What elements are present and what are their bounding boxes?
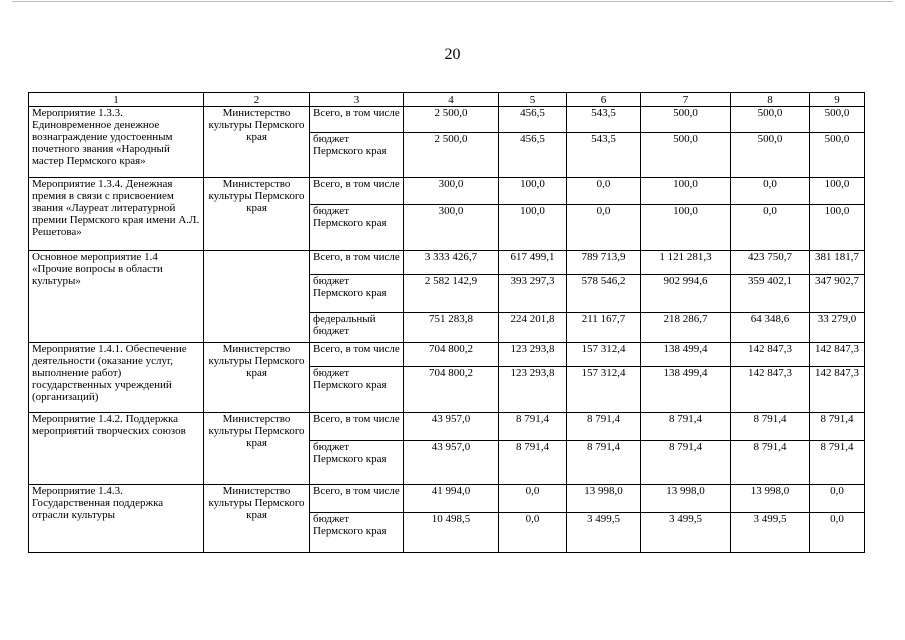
amount-cell: 138 499,4 [641, 343, 731, 367]
amount-cell: 10 498,5 [404, 513, 499, 553]
funding-source-label: бюджет Пермского края [310, 367, 404, 413]
amount-cell: 751 283,8 [404, 313, 499, 343]
funding-source-label: бюджет Пермского края [310, 513, 404, 553]
amount-cell: 100,0 [499, 178, 567, 205]
amount-cell: 456,5 [499, 133, 567, 178]
amount-cell: 33 279,0 [810, 313, 865, 343]
funding-source-label: Всего, в том числе [310, 343, 404, 367]
amount-cell: 1 121 281,3 [641, 251, 731, 275]
amount-cell: 13 998,0 [731, 485, 810, 513]
executor-cell [204, 251, 310, 343]
amount-cell: 13 998,0 [567, 485, 641, 513]
amount-cell: 123 293,8 [499, 367, 567, 413]
amount-cell: 8 791,4 [641, 441, 731, 485]
funding-source-label: Всего, в том числе [310, 413, 404, 441]
executor-cell: Министерство культуры Пермского края [204, 485, 310, 553]
funding-source-label: Всего, в том числе [310, 251, 404, 275]
amount-cell: 100,0 [810, 178, 865, 205]
amount-cell: 41 994,0 [404, 485, 499, 513]
amount-cell: 500,0 [810, 133, 865, 178]
measure-name: Основное мероприятие 1.4 «Прочие вопросы в области культуры» [29, 251, 204, 343]
page-number: 20 [444, 46, 461, 63]
funding-source-label: Всего, в том числе [310, 178, 404, 205]
amount-cell: 543,5 [567, 107, 641, 133]
amount-cell: 0,0 [567, 205, 641, 251]
amount-cell: 500,0 [731, 107, 810, 133]
column-header: 1 [29, 93, 204, 107]
amount-cell: 138 499,4 [641, 367, 731, 413]
amount-cell: 142 847,3 [810, 367, 865, 413]
amount-cell: 224 201,8 [499, 313, 567, 343]
amount-cell: 456,5 [499, 107, 567, 133]
amount-cell: 2 500,0 [404, 133, 499, 178]
funding-source-label: бюджет Пермского края [310, 133, 404, 178]
amount-cell: 500,0 [810, 107, 865, 133]
amount-cell: 3 333 426,7 [404, 251, 499, 275]
amount-cell: 347 902,7 [810, 275, 865, 313]
amount-cell: 8 791,4 [641, 413, 731, 441]
table-row [29, 107, 865, 133]
amount-cell: 300,0 [404, 205, 499, 251]
amount-cell: 142 847,3 [731, 367, 810, 413]
amount-cell: 3 499,5 [731, 513, 810, 553]
amount-cell: 578 546,2 [567, 275, 641, 313]
amount-cell: 8 791,4 [810, 441, 865, 485]
executor-cell: Министерство культуры Пермского края [204, 178, 310, 251]
executor-cell: Министерство культуры Пермского края [204, 413, 310, 485]
funding-source-label: бюджет Пермского края [310, 205, 404, 251]
funding-source-label: бюджет Пермского края [310, 275, 404, 313]
amount-cell: 218 286,7 [641, 313, 731, 343]
amount-cell: 8 791,4 [499, 441, 567, 485]
amount-cell: 8 791,4 [499, 413, 567, 441]
amount-cell: 8 791,4 [731, 413, 810, 441]
column-header: 9 [810, 93, 865, 107]
amount-cell: 123 293,8 [499, 343, 567, 367]
amount-cell: 100,0 [641, 205, 731, 251]
table-row [29, 251, 865, 275]
amount-cell: 423 750,7 [731, 251, 810, 275]
amount-cell: 43 957,0 [404, 441, 499, 485]
column-header: 2 [204, 93, 310, 107]
column-header: 6 [567, 93, 641, 107]
amount-cell: 500,0 [731, 133, 810, 178]
amount-cell: 8 791,4 [567, 441, 641, 485]
table-row [29, 485, 865, 513]
amount-cell: 0,0 [567, 178, 641, 205]
amount-cell: 393 297,3 [499, 275, 567, 313]
amount-cell: 3 499,5 [641, 513, 731, 553]
amount-cell: 902 994,6 [641, 275, 731, 313]
amount-cell: 8 791,4 [731, 441, 810, 485]
amount-cell: 157 312,4 [567, 367, 641, 413]
funding-source-label: бюджет Пермского края [310, 441, 404, 485]
measure-name: Мероприятие 1.4.1. Обеспечение деятельности (оказание услуг, выполнение работ) государственных учреждений (организаций) [29, 343, 204, 413]
amount-cell: 359 402,1 [731, 275, 810, 313]
budget-table [28, 92, 865, 553]
funding-source-label: Всего, в том числе [310, 485, 404, 513]
amount-cell: 43 957,0 [404, 413, 499, 441]
amount-cell: 100,0 [810, 205, 865, 251]
amount-cell: 0,0 [810, 485, 865, 513]
measure-name: Мероприятие 1.3.4. Денежная премия в связи с присвоением звания «Лауреат литературной премии Пермского края имени А.Л. Решетова» [29, 178, 204, 251]
amount-cell: 2 500,0 [404, 107, 499, 133]
amount-cell: 617 499,1 [499, 251, 567, 275]
executor-cell: Министерство культуры Пермского края [204, 343, 310, 413]
amount-cell: 0,0 [810, 513, 865, 553]
amount-cell: 500,0 [641, 107, 731, 133]
page-top-rule [12, 1, 893, 2]
column-header: 3 [310, 93, 404, 107]
amount-cell: 0,0 [499, 513, 567, 553]
amount-cell: 142 847,3 [731, 343, 810, 367]
amount-cell: 704 800,2 [404, 343, 499, 367]
executor-cell: Министерство культуры Пермского края [204, 107, 310, 178]
amount-cell: 211 167,7 [567, 313, 641, 343]
amount-cell: 500,0 [641, 133, 731, 178]
amount-cell: 0,0 [499, 485, 567, 513]
amount-cell: 381 181,7 [810, 251, 865, 275]
amount-cell: 0,0 [731, 178, 810, 205]
measure-name: Мероприятие 1.4.3. Государственная поддержка отрасли культуры [29, 485, 204, 553]
table-row [29, 178, 865, 205]
amount-cell: 157 312,4 [567, 343, 641, 367]
amount-cell: 3 499,5 [567, 513, 641, 553]
amount-cell: 543,5 [567, 133, 641, 178]
amount-cell: 100,0 [499, 205, 567, 251]
amount-cell: 13 998,0 [641, 485, 731, 513]
column-header: 5 [499, 93, 567, 107]
amount-cell: 2 582 142,9 [404, 275, 499, 313]
column-header: 8 [731, 93, 810, 107]
amount-cell: 142 847,3 [810, 343, 865, 367]
amount-cell: 8 791,4 [810, 413, 865, 441]
amount-cell: 300,0 [404, 178, 499, 205]
amount-cell: 789 713,9 [567, 251, 641, 275]
measure-name: Мероприятие 1.3.3. Единовременное денежное вознаграждение удостоенным почетного звания «Народный мастер Пермского края» [29, 107, 204, 178]
amount-cell: 100,0 [641, 178, 731, 205]
table-row [29, 343, 865, 367]
measure-name: Мероприятие 1.4.2. Поддержка мероприятий творческих союзов [29, 413, 204, 485]
amount-cell: 64 348,6 [731, 313, 810, 343]
amount-cell: 704 800,2 [404, 367, 499, 413]
table-row [29, 413, 865, 441]
funding-source-label: Всего, в том числе [310, 107, 404, 133]
funding-source-label: федеральный бюджет [310, 313, 404, 343]
column-header: 7 [641, 93, 731, 107]
header-row [29, 93, 865, 107]
amount-cell: 8 791,4 [567, 413, 641, 441]
column-header: 4 [404, 93, 499, 107]
amount-cell: 0,0 [731, 205, 810, 251]
